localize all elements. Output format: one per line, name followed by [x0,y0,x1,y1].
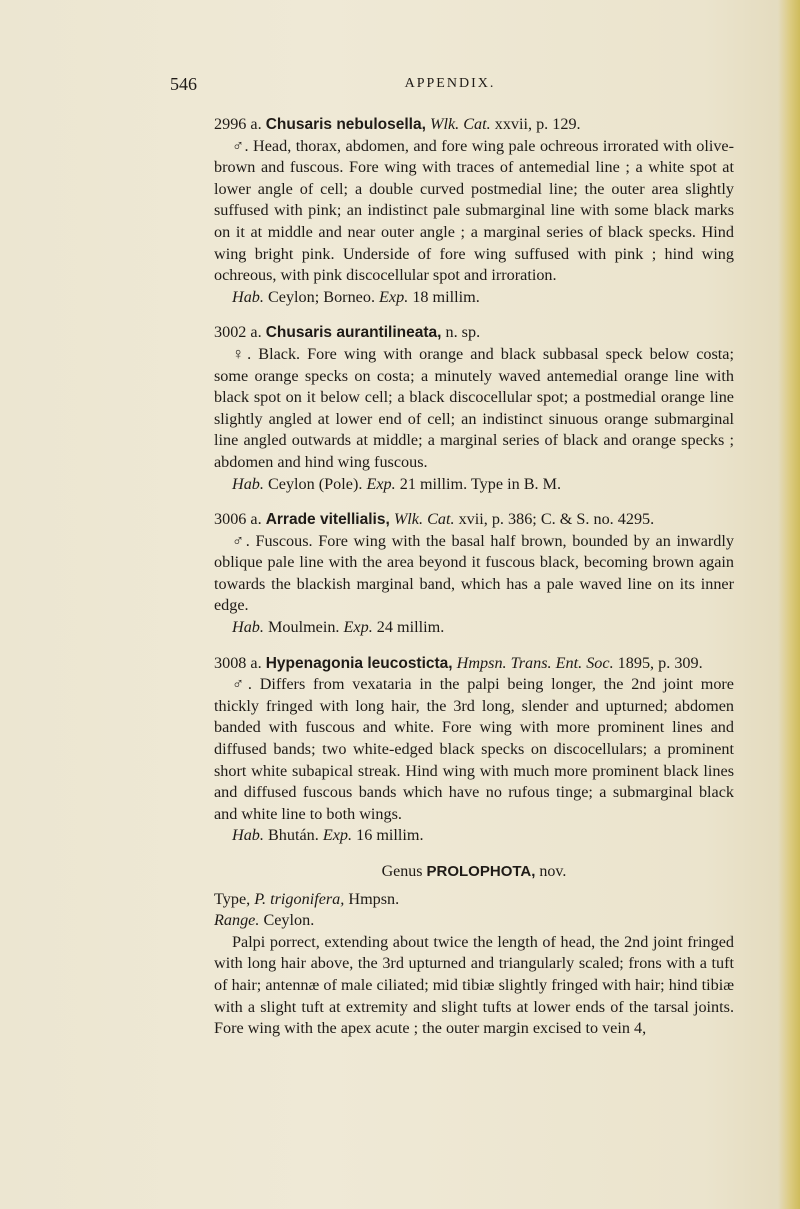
entry-number: 3008 a. [214,653,262,672]
entry-heading [214,653,734,675]
species-description: ♀. Black. Fore wing with orange and black subbasal speck below costa; some orange specks on costa; a minutely waved antemedial orange line with black spot on it below cell; a black discocellular spot; a postmedial orange line slightly angled at lower end of cell; an indistinct sinuous orange submarginal line angled outwards at middle; a marginal series of black and orange specks ; abdomen and hind wing fuscous. [214,344,734,471]
genus-prefix: Genus [381,863,427,880]
reference-detail: n. sp. [441,323,481,342]
habitat-label: Hab. [232,618,264,637]
expanse-label: Exp. [379,287,409,306]
species-name: Arrade vitellialis, [265,511,390,529]
type-suffix: Hmpsn. [344,889,400,908]
habitat-line [214,617,734,639]
expanse-label: Exp. [322,826,353,845]
genus-description: Palpi porrect, extending about twice the length of head, the 2nd joint fringed with long hair above, the 3rd upturned and triangularly scaled; frons with a tuft of hair; antennæ of male ciliated; mid tibiæ slightly fringed with hair; hind tibiæ with a slight tuft at extremity and slight tufts at lower ends of the tarsal joints. Fore wing with the apex acute ; the outer margin excised to vein 4, [214,932,734,1038]
species-description: ♂. Differs from vexataria in the palpi being longer, the 2nd joint more thickly fringed with long hair, the 3rd long, slender and upturned; abdomen banded with fuscous and white. Fore wing with more prominent lines and diffused bands; two white-edged black specks on discocellulars; a prominent short white subapical streak. Hind wing with much more prominent black lines and diffused fuscous bands which have no rufous tinge; a submarginal black and white line to both wings. [214,675,734,823]
habitat-line [214,474,734,496]
running-title: APPENDIX. [404,76,496,91]
range-text: Ceylon. [259,911,315,930]
species-name: Chusaris aurantilineata, [265,324,442,342]
expanse-text: 24 millim. [372,618,445,637]
species-entry [214,322,734,495]
habitat-label: Hab. [232,474,264,493]
reference-source: Wlk. Cat. [429,115,491,133]
entry-number: 3006 a. [214,510,262,529]
species-entry [214,114,734,308]
expanse-text: 18 millim. [408,287,480,306]
habitat-line [214,287,734,309]
type-prefix: Type, [214,889,255,908]
entry-heading [214,509,734,531]
entry-number: 2996 a. [214,115,262,133]
species-description: ♂. Fuscous. Fore wing with the basal half brown, bounded by an inwardly oblique pale line with the area beyond it fuscous black, becoming brown again towards the blackish marginal band, which has a pale waved line on its inner edge. [214,531,734,615]
habitat-text: Ceylon (Pole). [263,474,367,493]
habitat-label: Hab. [232,287,264,306]
type-species: P. trigonifera, [254,889,345,908]
species-description: ♂. Head, thorax, abdomen, and fore wing pale ochreous irrorated with olive-brown and fuscous. Fore wing with traces of antemedial line ; a white spot at lower angle of cell; a double curved postmedial line; the outer area slightly suffused with pink; an indistinct pale submarginal line with some black marks on it at middle and near outer angle ; a marginal series of black specks. Hind wing bright pink. Underside of fore wing suffused with pink ; hind wing ochreous, with pink discocellular spot and irroration. [214,136,734,285]
page-body [214,114,734,1040]
expanse-label: Exp. [366,474,396,493]
species-name: Hypenagonia leucosticta, [265,654,453,672]
species-name: Chusaris nebulosella, [265,116,426,133]
species-entry [214,509,734,639]
reference-detail: 1895, p. 309. [613,653,703,672]
genus-heading [214,861,734,883]
entry-heading [214,114,734,136]
reference-source: Wlk. Cat. [393,510,455,529]
entry-number: 3002 a. [214,323,262,342]
genus-name: PROLOPHOTA, [426,863,536,880]
page-edge-stain [778,0,800,1209]
habitat-text: Ceylon; Borneo. [263,287,380,306]
genus-suffix: nov. [535,863,567,880]
habitat-text: Bhután. [263,826,323,845]
habitat-text: Moulmein. [263,618,344,637]
genus-range-line [214,910,734,932]
page-number: 546 [170,74,197,94]
reference-detail: xxvii, p. 129. [490,115,581,133]
expanse-label: Exp. [343,618,373,637]
habitat-line [214,825,734,847]
range-label: Range. [214,911,260,930]
genus-type-line [214,889,734,911]
expanse-text: 21 millim. Type in B. M. [395,474,562,493]
page-header [170,74,730,98]
entry-heading [214,322,734,344]
species-entry [214,653,734,847]
habitat-label: Hab. [232,826,264,845]
reference-detail: xvii, p. 386; C. & S. no. 4295. [454,510,655,529]
reference-source: Hmpsn. Trans. Ent. Soc. [456,653,614,672]
expanse-text: 16 millim. [352,826,424,845]
